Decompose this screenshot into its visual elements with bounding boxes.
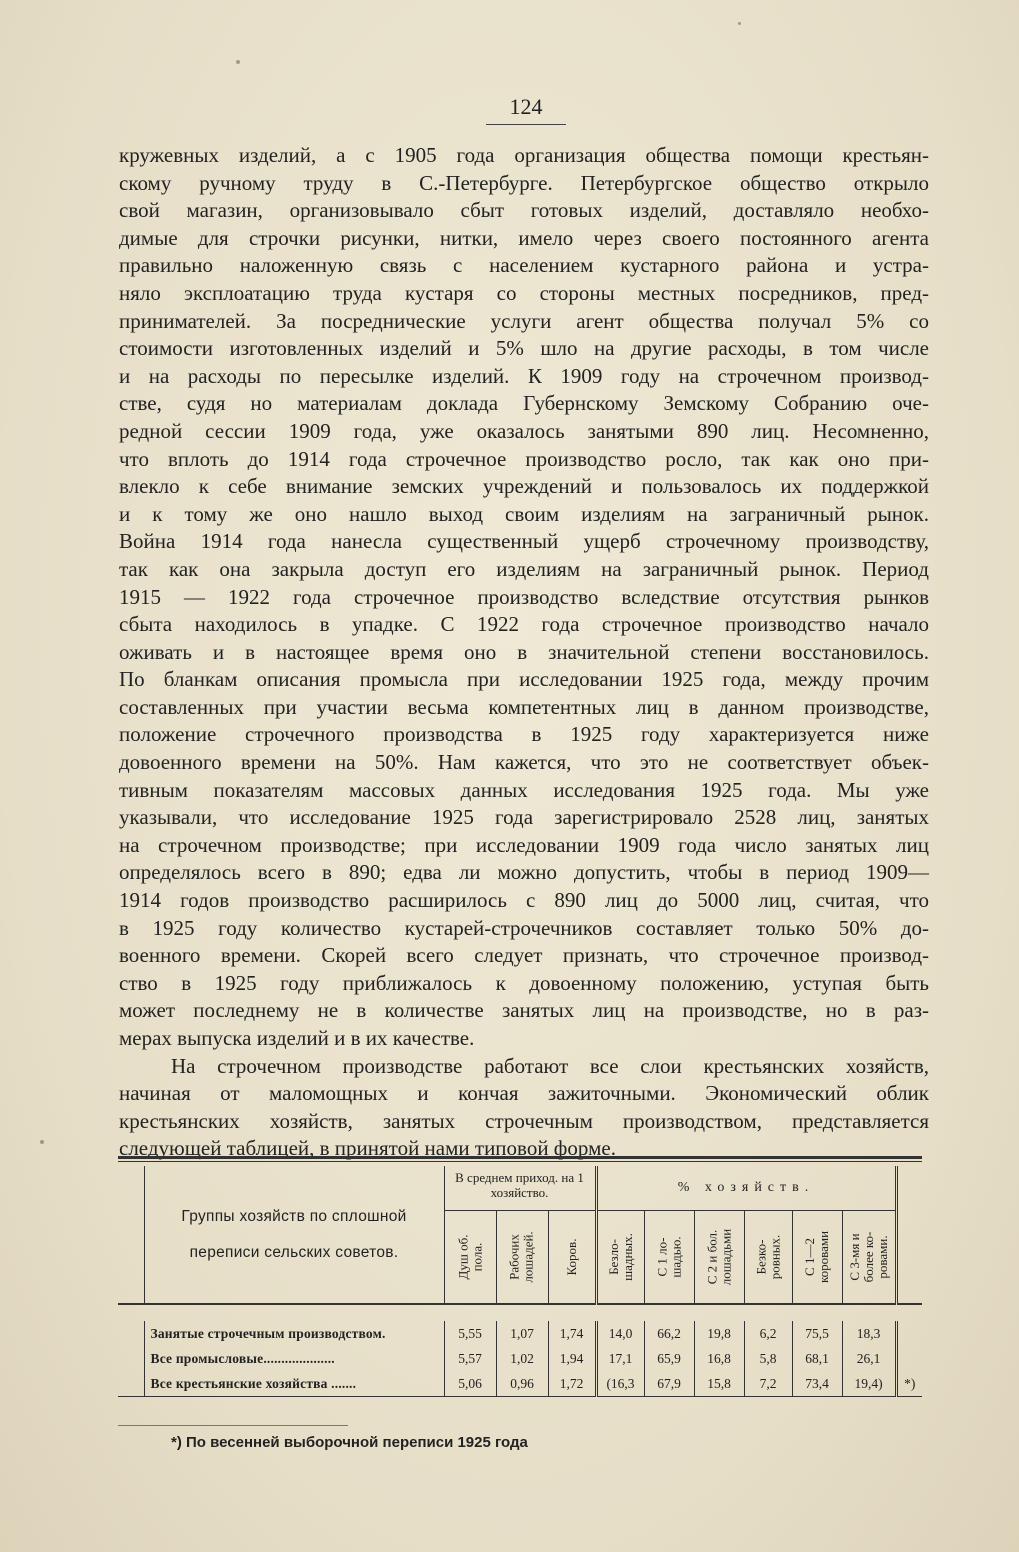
text-line: правильно наложенную связь с населением кустарного района и устра- [119,253,929,278]
paragraph-2 [119,1053,929,1163]
text-line: положение строчечного производства в 1925 году характеризуется ниже [119,722,929,747]
row-footnote-marker: *) [904,1375,916,1391]
data-table [118,1166,922,1397]
footnote-rule [118,1425,348,1426]
group-header: Группы хозяйств по сплошной переписи сельских советов. [144,1166,444,1304]
column-header-label: Безко-ровных. [753,1234,782,1280]
text-line: крестьянских хозяйств, занятых строчечным производством, представляется [119,1108,929,1133]
table-top-rule [118,1156,922,1159]
text-line: на строчечном производстве; при исследовании 1909 года число занятых лиц [119,832,929,857]
table-cell: 1,02 [496,1346,548,1371]
text-line: На строчечном производстве работают все слои крестьянских хозяйств, [171,1053,929,1078]
table-cell: 0,96 [496,1371,548,1397]
text-line: сбыта находилось в упадке. С 1922 года строчечное производство начало [119,612,929,637]
table-cell: 19,4) [842,1371,896,1397]
table-cell: 17,1 [596,1346,644,1371]
text-line: определялось всего в 890; едва ли можно допустить, чтобы в период 1909— [119,860,929,885]
text-line: 1914 годов производство расширилось с 890 лиц до 5000 лиц, считая, что [119,888,929,913]
text-line: военного времени. Скорей всего следует признать, что строчечное производ- [119,943,929,968]
table-row [118,1371,922,1397]
table-cell: 5,57 [444,1346,496,1371]
column-header-label: С 1—2 коровами [802,1230,832,1284]
text-line: в 1925 году количество кустарей-строчечников составляет только 50% до- [119,915,929,940]
column-header [744,1211,792,1305]
table-cell: 68,1 [792,1346,842,1371]
column-header [548,1211,596,1305]
table-cell: 67,9 [644,1371,694,1397]
table-cell: 5,55 [444,1321,496,1346]
column-header-label: С 1 ло-шадью. [654,1236,683,1278]
column-header-label: Рабочих лошадей. [507,1231,537,1283]
text-line: довоенного времени на 50%. Нам кажется, что это не соответствует объек- [119,750,929,775]
text-line: По бланкам описания промысла при исследовании 1925 года, между прочим [119,667,929,692]
text-line: Война 1914 года нанесла существенный ущерб строчечному производству, [119,529,929,554]
percent-header: % хозяйств. [596,1166,896,1211]
column-header [644,1211,694,1305]
table-cell: 16,8 [694,1346,744,1371]
text-line: начиная от маломощных и кончая зажиточными. Экономический облик [119,1081,929,1106]
text-line: кружевных изделий, а с 1905 года организация общества помощи крестьян- [119,143,929,167]
speck [40,1140,44,1144]
text-line: принимателей. За посреднические услуги агент общества получал 5% со [119,308,929,333]
column-header [444,1211,496,1305]
row-name: Все крестьянские хозяйства ....... [144,1371,444,1397]
text-line: стоимости изготовленных изделий и 5% шло на другие расходы, в том числе [119,336,929,361]
table-cell: 1,72 [548,1371,596,1397]
text-line: стве, судя но материалам доклада Губернскому Земскому Собранию оче- [119,391,929,416]
table-cell: 5,06 [444,1371,496,1397]
table-cell: 75,5 [792,1321,842,1346]
column-header [694,1211,744,1305]
table-cell: 6,2 [744,1321,792,1346]
text-line: оживать и в настоящее время оно в значительной степени восстановилось. [119,639,929,664]
column-header-label: Коров. [563,1238,579,1276]
column-header-label: Душ об. пола. [455,1234,484,1280]
text-line: так как она закрыла доступ его изделиям на заграничный рынок. Период [119,556,929,581]
table-row [118,1346,922,1371]
text-line: 1915 — 1922 года строчечное производство вследствие отсутствия рынков [119,584,929,609]
body-text [119,142,929,1163]
column-header-label: С 2 и бол. лошадьми [704,1228,733,1286]
table-row [118,1321,922,1346]
page-number: 124 [486,94,566,125]
table-cell: 1,74 [548,1321,596,1346]
row-name: Все промысловые.................... [144,1346,444,1371]
table-cell: 26,1 [842,1346,896,1371]
text-line: может последнему не в количестве занятых лиц на производстве, но в раз- [119,998,929,1023]
text-line: скому ручному труду в С.-Петербурге. Петербургское общество открыло [119,170,929,195]
table-cell: 65,9 [644,1346,694,1371]
column-header [596,1211,644,1305]
paragraph-1 [119,142,929,1053]
text-line: ство в 1925 году приближалось к довоенному положению, уступая быть [119,970,929,995]
table-cell: 1,07 [496,1321,548,1346]
text-line: редной сессии 1909 года, уже оказалось занятыми 890 лиц. Несомненно, [119,418,929,443]
text-line: следующей таблицей, в принятой нами типовой форме. [119,1136,616,1161]
table-top-rule-thin [118,1161,922,1162]
table-cell: 19,8 [694,1321,744,1346]
column-header [496,1211,548,1305]
text-line: мерах выпуска изделий и в их качестве. [119,1026,475,1050]
average-header: В среднем приход. на 1 хозяйство. [444,1166,596,1211]
table-cell: 1,94 [548,1346,596,1371]
table-cell: 7,2 [744,1371,792,1397]
table-cell: 18,3 [842,1321,896,1346]
text-line: влекло к себе внимание земских учреждений и пользовалось их поддержкой [119,474,929,499]
table-cell: 5,8 [744,1346,792,1371]
speck [236,60,240,64]
column-header-label: С 3-мя и более ко-ровами. [846,1231,890,1283]
text-line: няло эксплоатацию труда кустаря со стороны местных посредников, пред- [119,280,929,305]
text-line: указывали, что исследование 1925 года зарегистрировало 2528 лиц, занятых [119,805,929,830]
column-header [842,1211,896,1305]
footnote: *) По весенней выборочной переписи 1925 года [171,1434,528,1451]
table-cell: 15,8 [694,1371,744,1397]
text-line: тивным показателям массовых данных исследования 1925 года. Мы уже [119,777,929,802]
speck [738,22,741,25]
text-line: и к тому же оно нашло выход своим изделиям на заграничный рынок. [119,501,929,526]
text-line: свой магазин, организовывало сбыт готовых изделий, доставляло необхо- [119,198,929,223]
table-cell: (16,3 [596,1371,644,1397]
table-cell: 66,2 [644,1321,694,1346]
table-cell: 73,4 [792,1371,842,1397]
text-line: и на расходы по пересылке изделий. К 1909 году на строчечном производ- [119,363,929,388]
column-header [792,1211,842,1305]
text-line: димые для строчки рисунки, нитки, имело через своего постоянного агента [119,225,929,250]
text-line: что вплоть до 1914 года строчечное производство росло, так как оно при- [119,446,929,471]
text-line: составленных при участии весьма компетентных лиц в данном производстве, [119,694,929,719]
column-header-label: Безло-шадных. [605,1233,635,1281]
table-cell: 14,0 [596,1321,644,1346]
row-name: Занятые строчечным производством. [144,1321,444,1346]
